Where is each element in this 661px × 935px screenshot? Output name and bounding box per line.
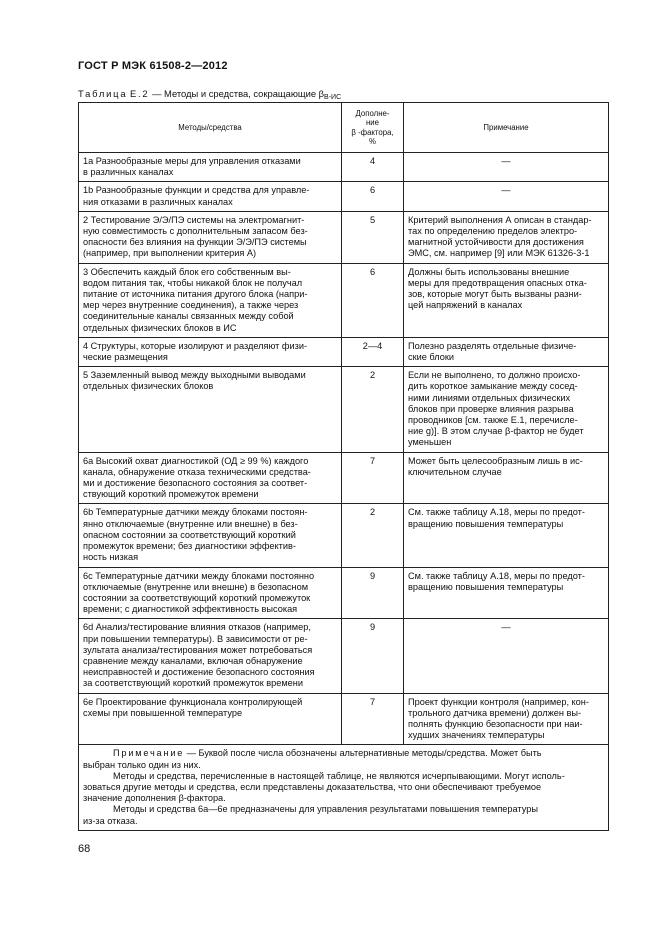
method-cell: [79, 504, 342, 567]
method-cell: [79, 567, 342, 619]
table-footnote-row: [79, 745, 609, 830]
method-line: отключаемые (внутренне или внешне) в безопасном: [83, 581, 309, 592]
footnote-paragraph: [83, 748, 604, 759]
table-row: [79, 182, 609, 211]
note-cell: [404, 182, 609, 211]
note-line: —: [501, 185, 511, 196]
method-cell: [79, 182, 342, 211]
table-row: [79, 567, 609, 619]
header-addition-line: β -фактора,: [351, 127, 394, 137]
addition-value: 6: [342, 263, 404, 337]
note-cell: [404, 619, 609, 693]
method-line: при повышении температуры). В зависимости от ре-: [83, 633, 308, 644]
method-line: водом питания так, чтобы никакой блок не получал: [83, 277, 303, 288]
note-line: —: [501, 622, 511, 633]
method-line: 3 Обеспечить каждый блок его собственным вы-: [83, 266, 291, 277]
addition-value: 5: [342, 211, 404, 263]
note-line: Критерий выполнения А описан в стандар-: [408, 214, 592, 225]
header-note: Примечание: [404, 103, 609, 153]
table-row: [79, 693, 609, 745]
note-line: меры для предотвращения опасных отка-: [408, 277, 587, 288]
method-cell: [79, 211, 342, 263]
method-cell: [79, 337, 342, 366]
table-row: [79, 211, 609, 263]
note-line: уменьшен: [408, 437, 452, 448]
method-line: опасном состоянии за соответствующий короткий: [83, 529, 296, 540]
header-addition-line: ние: [366, 118, 379, 127]
caption-subscript: В-ИС: [324, 94, 342, 101]
footnote-text: — Буквой после числа обозначены альтернативные методы/средства. Может быть: [186, 748, 542, 759]
method-line: питание от источника питания другого блока (напри-: [83, 289, 308, 300]
footnote-paragraph: зоваться другие методы и средства, если представлены доказательства, что они обеспечивают требуемое: [83, 781, 542, 792]
method-cell: [79, 452, 342, 504]
caption-number: Е.2: [129, 88, 150, 99]
note-cell: [404, 567, 609, 619]
note-cell: [404, 367, 609, 452]
method-line: 6b Температурные датчики между блоками постоян-: [83, 507, 308, 518]
note-line: магнитной устойчивости для достижения: [408, 237, 584, 248]
note-cell: [404, 153, 609, 182]
caption-text: — Методы и средства, сокращающие β: [152, 88, 325, 99]
note-line: трольного датчика времени) должен вы-: [408, 707, 582, 718]
method-line: янно отключаемые (внутренне или внешне) в без-: [83, 518, 298, 529]
method-line: 1a Разнообразные меры для управления отказами: [83, 156, 301, 166]
table-row: [79, 452, 609, 504]
footnote-label: Примечание: [113, 748, 185, 759]
note-line: Если не выполнено, то должно происхо-: [408, 370, 581, 381]
note-line: См. также таблицу А.18, меры по предот-: [408, 570, 585, 581]
addition-value: 2: [342, 504, 404, 567]
footnote-paragraph: Методы и средства, перечисленные в настоящей таблице, не являются исчерпывающими. Могут исполь-: [113, 770, 565, 781]
table-row: [79, 504, 609, 567]
method-line: 6е Проектирование функционала контролирующей: [83, 696, 303, 707]
document-header: ГОСТ Р МЭК 61508-2—2012: [78, 60, 228, 72]
note-line: худших значениях температуры: [408, 730, 545, 741]
method-line: неисправностей и достижение безопасного состояния: [83, 667, 315, 678]
method-line: состоянии за соответствующий короткий промежуток: [83, 592, 311, 603]
method-line: ния отказами в различных каналах: [83, 196, 233, 207]
table-row: [79, 619, 609, 693]
note-cell: [404, 504, 609, 567]
addition-value: 6: [342, 182, 404, 211]
method-line: в различных каналах: [83, 167, 174, 178]
note-line: Должны быть использованы внешние: [408, 266, 570, 277]
method-line: ческие размещения: [83, 352, 168, 363]
addition-value: 2: [342, 367, 404, 452]
addition-value: 9: [342, 619, 404, 693]
addition-value: 4: [342, 153, 404, 182]
addition-value: 7: [342, 693, 404, 745]
footnote-paragraph: из-за отказа.: [83, 815, 138, 826]
note-line: —: [501, 156, 511, 166]
method-line: 6d Анализ/тестирование влияния отказов (например,: [83, 622, 311, 633]
note-cell: [404, 452, 609, 504]
note-line: зов, которые могут быть вызваны разни-: [408, 289, 582, 300]
method-line: времени; с диагностикой эффективность высокая: [83, 604, 298, 615]
footnote-paragraph: Методы и средства 6а—6е предназначены для управления результатами повышения температуры: [113, 804, 538, 815]
note-line: тах по определению пределов электро-: [408, 226, 578, 237]
method-cell: [79, 263, 342, 337]
table-row: [79, 337, 609, 366]
method-line: 2 Тестирование Э/Э/ПЭ системы на электромагнит-: [83, 214, 305, 225]
method-line: (например, при выполнении критерия А): [83, 248, 257, 259]
method-line: 5 Заземленный вывод между выходными выводами: [83, 370, 306, 381]
page-number: 68: [78, 843, 91, 855]
note-line: Полезно разделять отдельные физиче-: [408, 340, 577, 351]
method-line: за соответствующий короткий промежуток времени: [83, 678, 303, 689]
note-line: ние g)]. В этом случае β-фактор не будет: [408, 426, 584, 437]
note-line: ские блоки: [408, 352, 454, 363]
note-line: цей напряжений в каналах: [408, 300, 523, 311]
method-line: сравнение между каналами, включая обнаружение: [83, 655, 303, 666]
note-line: вращению повышения температуры: [408, 581, 564, 592]
header-addition-line: %: [369, 137, 376, 146]
header-methods: Методы/средства: [79, 103, 342, 153]
method-line: ми и достижение безопасного состояния за соответ-: [83, 478, 308, 489]
method-line: схемы при повышенной температуре: [83, 707, 243, 718]
method-line: опасности без влияния на функции Э/Э/ПЭ системы: [83, 237, 307, 248]
footnote-paragraph: значение дополнения β-фактора.: [83, 793, 226, 804]
note-line: вращению повышения температуры: [408, 518, 564, 529]
method-line: отдельных физических блоков в ИС: [83, 322, 237, 333]
note-line: ключительном случае: [408, 466, 502, 477]
note-cell: [404, 337, 609, 366]
method-line: отдельных физических блоков: [83, 381, 214, 392]
note-line: проводников [см. также Е.1, перечисле-: [408, 415, 578, 426]
table-row: [79, 263, 609, 337]
method-cell: [79, 693, 342, 745]
method-line: промежуток времени; без диагностики эффектив-: [83, 541, 296, 552]
method-line: ную совместимость с дополнительным запасом без-: [83, 226, 308, 237]
method-line: ность низкая: [83, 552, 139, 563]
addition-value: 9: [342, 567, 404, 619]
note-cell: [404, 263, 609, 337]
table-header-row: [79, 103, 609, 153]
note-cell: [404, 693, 609, 745]
method-line: соединительные каналы связанных между собой: [83, 311, 294, 322]
methods-table: [78, 102, 609, 831]
table-footnote: [79, 745, 609, 830]
note-line: блоков при проверке влияния разрыва: [408, 403, 574, 414]
note-line: См. также таблицу А.18, меры по предот-: [408, 507, 585, 518]
header-addition: [342, 103, 404, 153]
note-line: Может быть целесообразным лишь в ис-: [408, 455, 583, 466]
method-line: 4 Структуры, которые изолируют и разделяют физи-: [83, 340, 308, 351]
method-cell: [79, 367, 342, 452]
addition-value: 7: [342, 452, 404, 504]
method-line: мер через внутренние соединения), а также через: [83, 300, 299, 311]
note-line: Проект функции контроля (например, кон-: [408, 696, 589, 707]
method-line: 1b Разнообразные функции и средства для управле-: [83, 185, 310, 196]
method-line: зультата анализа/тестирования может потребоваться: [83, 644, 313, 655]
table-row: [79, 153, 609, 182]
method-line: канала, обнаружение отказа техническими средства-: [83, 466, 311, 477]
header-addition-line: Дополне-: [355, 108, 390, 118]
footnote-block: [83, 748, 604, 826]
footnote-paragraph: выбран только один из них.: [83, 759, 201, 770]
note-line: ЭМС, см. например [9] или МЭК 61326-3-1: [408, 248, 590, 259]
note-line: ними линиями отдельных физических: [408, 392, 571, 403]
method-line: 6с Температурные датчики между блоками постоянно: [83, 570, 315, 581]
method-cell: [79, 153, 342, 182]
note-cell: [404, 211, 609, 263]
method-line: ствующий короткий промежуток времени: [83, 489, 259, 500]
table-caption: [78, 88, 341, 101]
method-cell: [79, 619, 342, 693]
note-line: полнять функцию безопасности при наи-: [408, 718, 583, 729]
addition-value: 2—4: [342, 337, 404, 366]
note-line: дить короткое замыкание между сосед-: [408, 381, 578, 392]
table-row: [79, 367, 609, 452]
method-line: 6а Высокий охват диагностикой (ОД ≥ 99 %) каждого: [83, 455, 309, 466]
caption-label: Таблица: [78, 88, 128, 99]
